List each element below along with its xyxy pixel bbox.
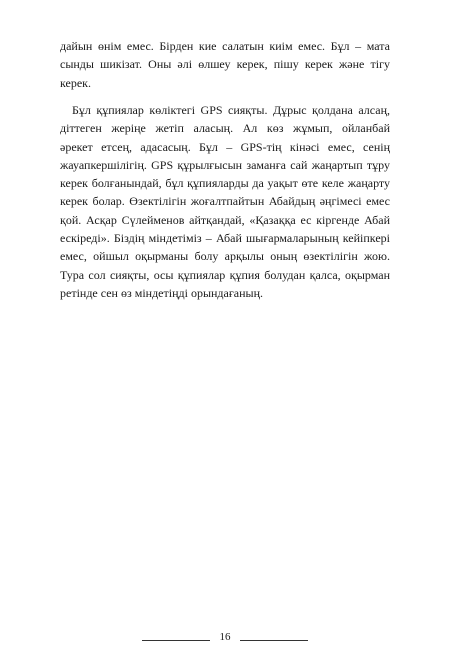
text-line: емес, ойшыл оқырманы болу арқылы оның өзектілігін жою.	[60, 249, 390, 264]
text-line: жауапкершілігің. GPS құрылғысын заманға сай жаңартып тұру	[60, 157, 390, 172]
text-line: ретінде сен өз міндетіңді орындағаның.	[60, 285, 264, 300]
text-line: діттеген жеріңе жетіп аласың. Ал көз жұмып, ойланбай	[60, 121, 390, 136]
text-line: Бұл құпиялар көліктегі GPS сияқты. Дұрыс қолдана алсаң,	[72, 103, 390, 117]
text-line: әрекет етсең, адасасың. Бұл – GPS-тің кінәсі емес, сенің	[60, 139, 390, 154]
text-line: сынды шикізат. Оны әлі өлшеу керек, пішу керек және тігу	[60, 57, 390, 72]
text-line: керек болар. Өзектілігін жоғалтпайтын Абайдың әңгімесі емес	[60, 194, 390, 209]
text-line: қой. Асқар Сүлейменов айтқандай, «Қазаққа ес кіргенде Абай	[60, 212, 390, 227]
text-line: керек.	[60, 75, 92, 90]
paragraph-2	[60, 101, 390, 302]
page-number: 16	[219, 631, 231, 643]
text-line: керек болғанындай, бұл құпияларды да уақыт өте келе жаңарту	[60, 176, 390, 191]
footer-rule-right	[240, 640, 308, 641]
text-line: ескіреді». Біздің міндетіміз – Абай шығармаларының кейіпкері	[60, 231, 390, 246]
text-line: Тура сол сияқты, осы құпиялар құпия болудан қалса, оқырман	[60, 267, 390, 282]
paragraph-1	[60, 37, 390, 92]
footer-rule-left	[142, 640, 210, 641]
text-line: дайын өнім емес. Бірден кие салатын киім емес. Бұл – мата	[60, 39, 390, 53]
